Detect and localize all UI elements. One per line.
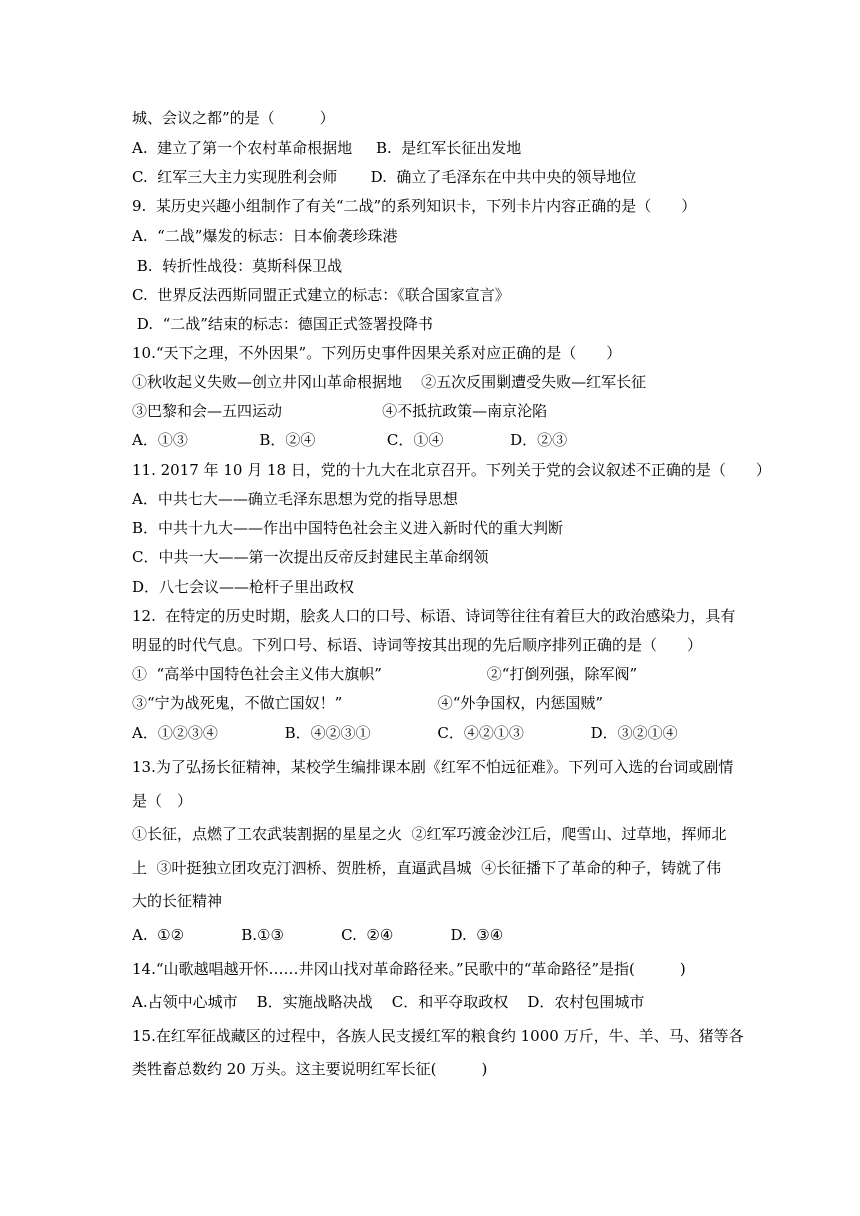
q13-options: A. ①② B.①③ C. ②④ D. ③④ <box>132 926 504 944</box>
q12-stem-line1: 12. 在特定的历史时期，脍炙人口的口号、标语、诗词等往往有着巨大的政治感染力，具有 <box>132 607 736 625</box>
q12-items-12: ① “高举中国特色社会主义伟大旗帜” ②“打倒列强，除军阀” <box>132 665 638 683</box>
q13-items-line1: ①长征，点燃了工农武装割据的星星之火 ②红军巧渡金沙江后，爬雪山、过草地，挥师北 <box>132 825 727 843</box>
q8-stem-continued: 城、会议之都”的是（ ） <box>132 109 335 127</box>
q15-stem-line2: 类牲畜总数约 20 万头。这主要说明红军长征( ) <box>132 1060 488 1078</box>
q14-stem: 14.“山歌越唱越开怀……井冈山找对革命路径来。”民歌中的“革命路径”是指( ) <box>132 960 686 978</box>
q10-items-12: ①秋收起义失败—创立井冈山革命根据地 ②五次反围剿遭受失败—红军长征 <box>132 373 647 391</box>
q13-items-line2: 上 ③叶挺独立团攻克汀泗桥、贺胜桥，直逼武昌城 ④长征播下了革命的种子，铸就了伟 <box>132 859 722 877</box>
q9-stem: 9. 某历史兴趣小组制作了有关“二战”的系列知识卡，下列卡片内容正确的是（ ） <box>132 197 697 215</box>
q10-items-34: ③巴黎和会—五四运动 ④不抵抗政策—南京沦陷 <box>132 402 548 420</box>
q13-stem-line2: 是（ ） <box>132 792 193 810</box>
q12-options: A．①②③④ B．④②③① C．④②①③ D．③②①④ <box>132 724 678 742</box>
q14-options: A.占领中心城市 B．实施战略决战 C．和平夺取政权 D．农村包围城市 <box>132 993 645 1011</box>
q10-options: A．①③ B．②④ C．①④ D．②③ <box>132 431 568 449</box>
q11-stem: 11. 2017 年 10 月 18 日，党的十九大在北京召开。下列关于党的会议叙述不正确的是（ ） <box>132 461 771 479</box>
q8-options-ab: A. 建立了第一个农村革命根据地 B. 是红军长征出发地 <box>132 139 522 157</box>
q11-option-c: C．中共一大——第一次提出反帝反封建民主革命纲领 <box>132 548 489 566</box>
q9-option-c: C. 世界反法西斯同盟正式建立的标志：《联合国家宣言》 <box>132 286 510 304</box>
q12-stem-line2: 明显的时代气息。下列口号、标语、诗词等按其出现的先后顺序排列正确的是（ ） <box>132 636 703 654</box>
q13-stem-line1: 13.为了弘扬长征精神，某校学生编排课本剧《红军不怕远征难》。下列可入选的台词或剧情 <box>132 758 734 776</box>
q11-option-b: B．中共十九大——作出中国特色社会主义进入新时代的重大判断 <box>132 519 564 537</box>
q11-option-a: A．中共七大——确立毛泽东思想为党的指导思想 <box>132 490 458 508</box>
q10-stem: 10.“天下之理，不外因果”。下列历史事件因果关系对应正确的是（ ） <box>132 344 622 362</box>
q9-option-b: B. 转折性战役：莫斯科保卫战 <box>132 257 343 275</box>
q9-option-d: D. “二战”结束的标志：德国正式签署投降书 <box>132 315 433 333</box>
q12-items-34: ③“宁为战死鬼，不做亡国奴！” ④“外争国权，内惩国贼” <box>132 694 604 712</box>
q8-options-cd: C. 红军三大主力实现胜利会师 D. 确立了毛泽东在中共中央的领导地位 <box>132 168 637 186</box>
q15-stem-line1: 15.在红军征战藏区的过程中，各族人民支援红军的粮食约 1000 万斤，牛、羊、马、猪等各 <box>132 1027 744 1045</box>
q9-option-a: A. “二战”爆发的标志：日本偷袭珍珠港 <box>132 227 398 245</box>
q13-items-line3: 大的长征精神 <box>132 892 223 910</box>
q11-option-d: D．八七会议——枪杆子里出政权 <box>132 578 355 596</box>
